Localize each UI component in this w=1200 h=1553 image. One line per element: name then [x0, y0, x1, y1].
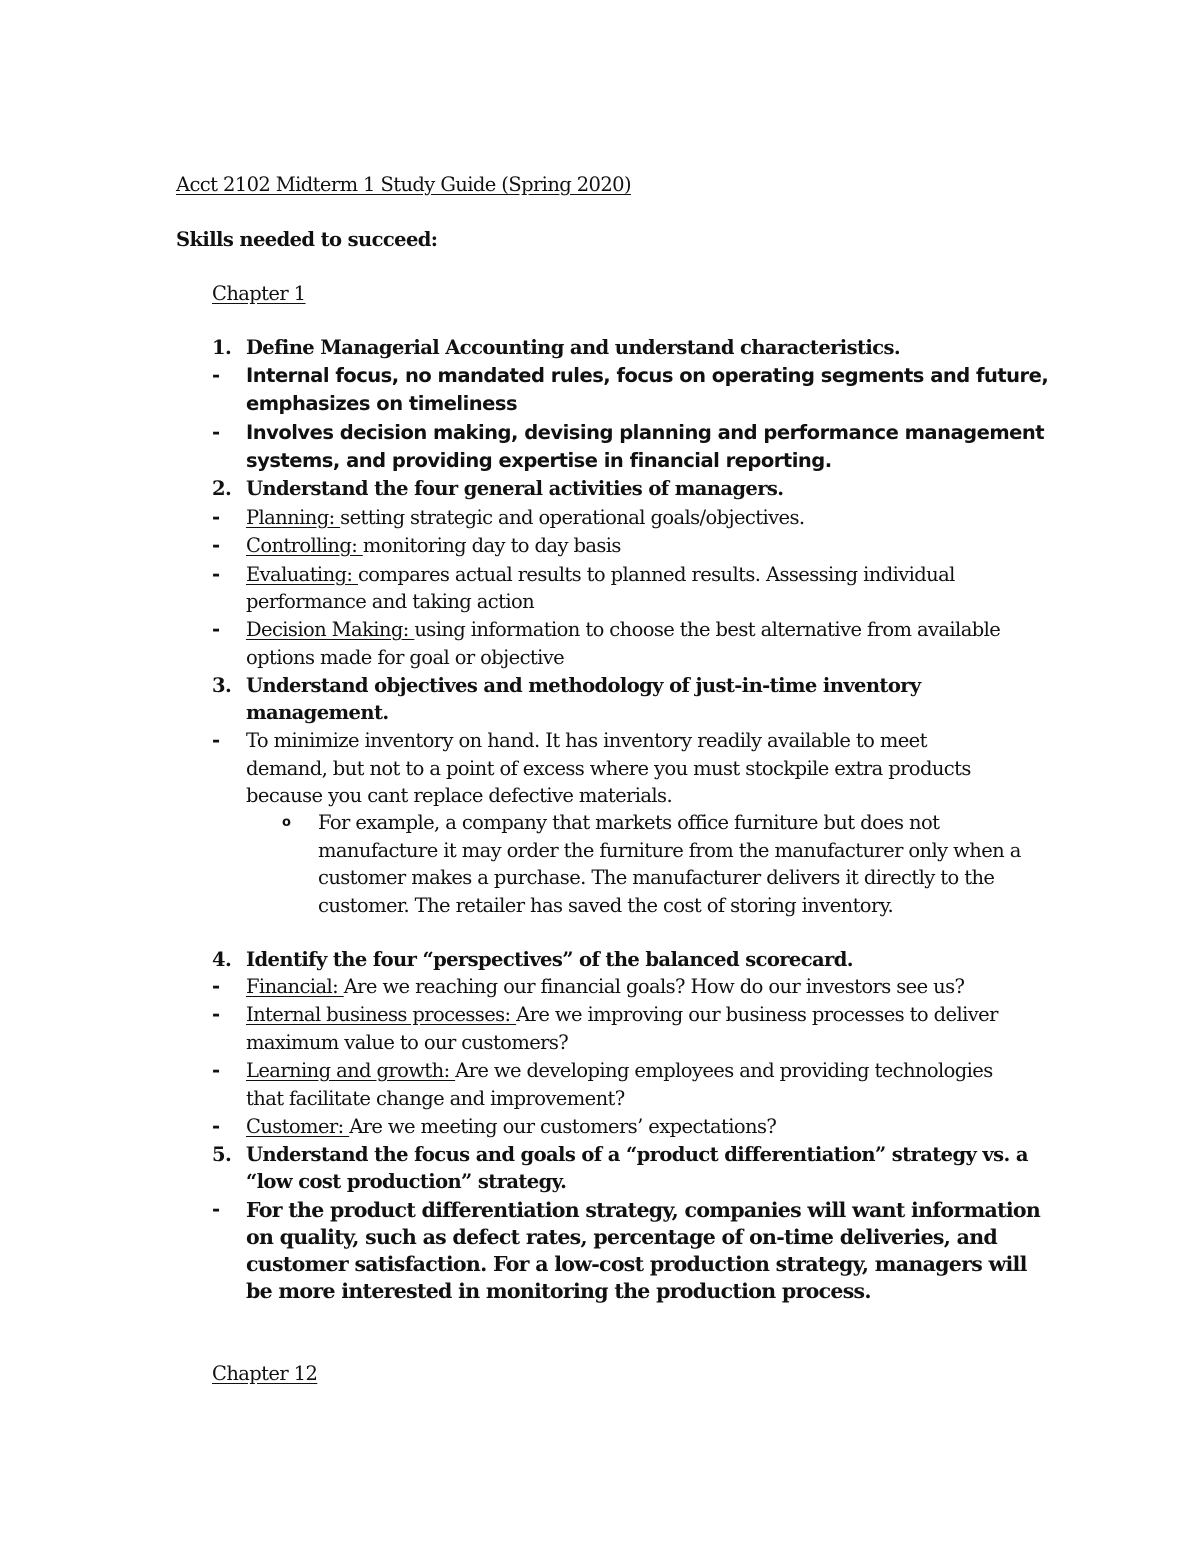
bullet-text: emphasizes on timeliness [246, 392, 518, 415]
item-number: 2. [212, 477, 232, 500]
bullet-text: Customer: Are we meeting our customers’ expectations? [246, 1115, 777, 1138]
dash-bullet: - [212, 975, 220, 998]
item-heading: Understand the four general activities of managers. [246, 477, 784, 500]
term-label: Financial: [246, 975, 344, 998]
dash-bullet: - [212, 563, 220, 586]
dash-bullet: - [212, 534, 220, 557]
bullet-text: be more interested in monitoring the production process. [246, 1279, 871, 1303]
item-number: 4. [212, 948, 232, 971]
bullet-text: that facilitate change and improvement? [246, 1087, 625, 1110]
term-label: Controlling: [246, 534, 363, 557]
bullet-text: because you cant replace defective materials. [246, 784, 673, 807]
dash-bullet: - [212, 1003, 220, 1026]
bullet-text: maximum value to our customers? [246, 1031, 569, 1054]
dash-bullet: - [212, 1059, 220, 1082]
item-heading: “low cost production” strategy. [246, 1170, 567, 1193]
bullet-text: demand, but not to a point of excess where you must stockpile extra products [246, 757, 971, 780]
bullet-text: systems, and providing expertise in financial reporting. [246, 449, 832, 472]
bullet-text: To minimize inventory on hand. It has inventory readily available to meet [246, 729, 927, 752]
term-label: Evaluating: [246, 563, 358, 586]
dash-bullet: - [212, 421, 220, 444]
sub-bullet-text: customer. The retailer has saved the cost of storing inventory. [318, 894, 894, 917]
bullet-text: customer satisfaction. For a low-cost production strategy, managers will [246, 1252, 1027, 1276]
item-heading: Define Managerial Accounting and understand characteristics. [246, 336, 901, 359]
bullet-text: on quality, such as defect rates, percentage of on-time deliveries, and [246, 1225, 998, 1249]
dash-bullet: - [212, 1198, 220, 1221]
dash-bullet: - [212, 506, 220, 529]
dash-bullet: - [212, 1115, 220, 1138]
circle-bullet-icon: o [282, 815, 291, 830]
bullet-text: performance and taking action [246, 590, 535, 613]
dash-bullet: - [212, 364, 220, 387]
term-label: Customer: [246, 1115, 350, 1138]
dash-bullet: - [212, 729, 220, 752]
bullet-text: Planning: setting strategic and operational goals/objectives. [246, 506, 805, 529]
sub-bullet-text: For example, a company that markets office furniture but does not [318, 811, 940, 834]
bullet-text: Controlling: monitoring day to day basis [246, 534, 621, 557]
document-title: Acct 2102 Midterm 1 Study Guide (Spring 2020) [176, 173, 631, 196]
item-number: 1. [212, 336, 232, 359]
chapter-12-heading: Chapter 12 [212, 1362, 318, 1385]
bullet-text: Internal business processes: Are we improving our business processes to deliver [246, 1003, 998, 1026]
skills-heading: Skills needed to succeed: [176, 228, 438, 251]
bullet-text: Involves decision making, devising planning and performance management [246, 421, 1045, 444]
item-number: 3. [212, 674, 232, 697]
term-label: Decision Making: [246, 618, 415, 641]
bullet-text: Decision Making: using information to choose the best alternative from available [246, 618, 1001, 641]
term-label: Planning: [246, 506, 341, 529]
chapter-1-heading: Chapter 1 [212, 282, 306, 305]
bullet-text: Financial: Are we reaching our financial goals? How do our investors see us? [246, 975, 965, 998]
bullet-text: Internal focus, no mandated rules, focus on operating segments and future, [246, 364, 1049, 387]
item-heading: Identify the four “perspectives” of the balanced scorecard. [246, 948, 853, 971]
item-heading: Understand objectives and methodology of just-in-time inventory [246, 674, 921, 697]
term-label: Internal business processes: [246, 1003, 517, 1026]
bullet-text: options made for goal or objective [246, 646, 565, 669]
item-heading: management. [246, 701, 389, 724]
bullet-text: For the product differentiation strategy, companies will want information [246, 1198, 1041, 1222]
sub-bullet-text: manufacture it may order the furniture from the manufacturer only when a [318, 839, 1021, 862]
sub-bullet-text: customer makes a purchase. The manufacturer delivers it directly to the [318, 866, 995, 889]
item-number: 5. [212, 1143, 232, 1166]
dash-bullet: - [212, 618, 220, 641]
item-heading: Understand the focus and goals of a “product differentiation” strategy vs. a [246, 1143, 1028, 1166]
bullet-text: Learning and growth: Are we developing employees and providing technologies [246, 1059, 993, 1082]
bullet-text: Evaluating: compares actual results to planned results. Assessing individual [246, 563, 955, 586]
term-label: Learning and growth: [246, 1059, 456, 1082]
